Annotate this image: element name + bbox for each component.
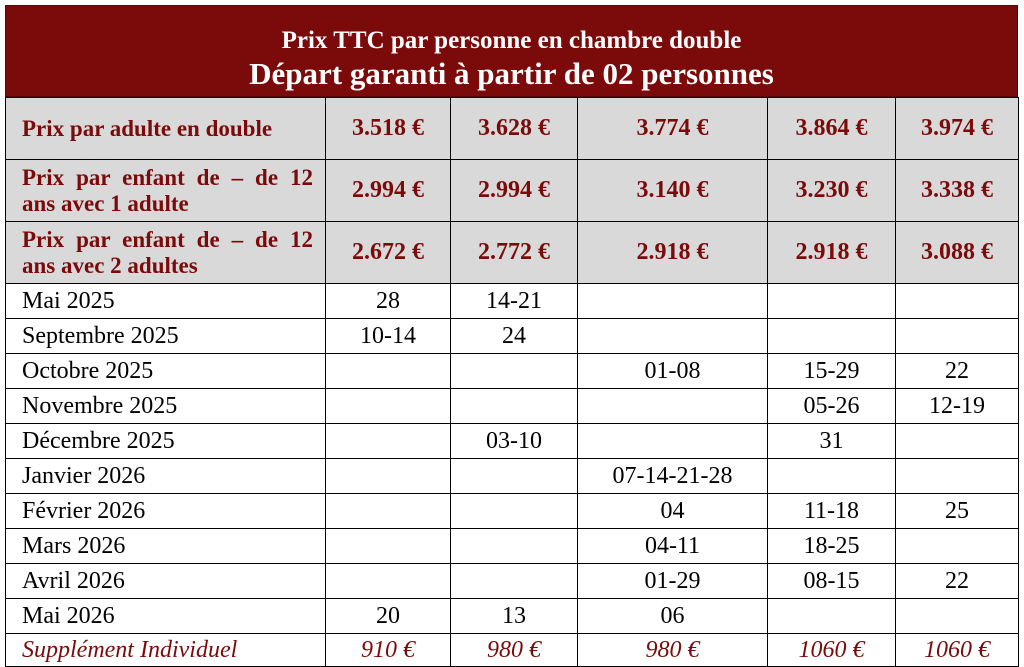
date-row xyxy=(6,564,1019,599)
date-cell: 22 xyxy=(896,354,1019,389)
price-cell: 2.918 € xyxy=(578,222,768,284)
row-label: Mai 2026 xyxy=(6,599,326,634)
price-cell: 3.140 € xyxy=(578,160,768,222)
price-cell: 3.774 € xyxy=(578,98,768,160)
date-row xyxy=(6,354,1019,389)
price-cell: 2.994 € xyxy=(451,160,578,222)
row-label: Octobre 2025 xyxy=(6,354,326,389)
date-cell xyxy=(578,319,768,354)
date-cell: 14-21 xyxy=(451,284,578,319)
date-cell xyxy=(326,389,451,424)
date-cell xyxy=(451,494,578,529)
date-cell: 08-15 xyxy=(768,564,896,599)
row-label: Mars 2026 xyxy=(6,529,326,564)
price-cell: 3.338 € xyxy=(896,160,1019,222)
date-cell: 24 xyxy=(451,319,578,354)
date-cell: 05-26 xyxy=(768,389,896,424)
price-cell: 3.088 € xyxy=(896,222,1019,284)
date-cell: 07-14-21-28 xyxy=(578,459,768,494)
date-cell xyxy=(578,284,768,319)
date-cell: 31 xyxy=(768,424,896,459)
supplement-row xyxy=(6,634,1019,667)
date-row xyxy=(6,529,1019,564)
date-cell: 12-19 xyxy=(896,389,1019,424)
row-label: Avril 2026 xyxy=(6,564,326,599)
date-cell: 18-25 xyxy=(768,529,896,564)
date-row xyxy=(6,424,1019,459)
price-cell: 3.974 € xyxy=(896,98,1019,160)
row-label: Septembre 2025 xyxy=(6,319,326,354)
row-label: Février 2026 xyxy=(6,494,326,529)
header-title: Prix TTC par personne en chambre double xyxy=(281,27,742,54)
date-cell xyxy=(326,564,451,599)
price-table-container xyxy=(5,5,1018,663)
price-cell: 3.628 € xyxy=(451,98,578,160)
date-cell: 11-18 xyxy=(768,494,896,529)
supplement-cell: 1060 € xyxy=(896,634,1019,667)
date-cell xyxy=(326,354,451,389)
price-cell: 3.864 € xyxy=(768,98,896,160)
date-cell: 28 xyxy=(326,284,451,319)
row-label: Prix par enfant de – de 12 ans avec 2 adultes xyxy=(6,222,326,284)
date-row xyxy=(6,494,1019,529)
price-cell: 2.918 € xyxy=(768,222,896,284)
date-cell xyxy=(451,389,578,424)
row-label: Prix par adulte en double xyxy=(6,98,326,160)
date-cell xyxy=(896,529,1019,564)
date-cell xyxy=(768,599,896,634)
date-cell xyxy=(326,459,451,494)
date-cell: 03-10 xyxy=(451,424,578,459)
supplement-cell: 1060 € xyxy=(768,634,896,667)
row-label: Prix par enfant de – de 12 ans avec 1 adulte xyxy=(6,160,326,222)
date-cell: 22 xyxy=(896,564,1019,599)
table-header xyxy=(5,5,1018,97)
date-cell xyxy=(451,354,578,389)
date-row xyxy=(6,389,1019,424)
supplement-cell: 980 € xyxy=(451,634,578,667)
header-subtitle: Départ garanti à partir de 02 personnes xyxy=(249,56,774,91)
date-cell xyxy=(578,389,768,424)
date-cell xyxy=(896,284,1019,319)
date-cell xyxy=(326,529,451,564)
price-cell: 2.772 € xyxy=(451,222,578,284)
date-cell xyxy=(768,284,896,319)
price-cell: 3.518 € xyxy=(326,98,451,160)
date-cell xyxy=(768,319,896,354)
price-table-body xyxy=(6,98,1019,667)
date-cell: 20 xyxy=(326,599,451,634)
date-cell: 04-11 xyxy=(578,529,768,564)
price-row xyxy=(6,160,1019,222)
date-cell xyxy=(451,529,578,564)
row-label: Décembre 2025 xyxy=(6,424,326,459)
supplement-cell: 910 € xyxy=(326,634,451,667)
date-row xyxy=(6,599,1019,634)
date-cell xyxy=(326,424,451,459)
date-cell: 01-08 xyxy=(578,354,768,389)
row-label: Mai 2025 xyxy=(6,284,326,319)
row-label: Supplément Individuel xyxy=(6,634,326,667)
date-row xyxy=(6,284,1019,319)
price-row xyxy=(6,222,1019,284)
price-row xyxy=(6,98,1019,160)
date-cell: 06 xyxy=(578,599,768,634)
date-cell xyxy=(896,424,1019,459)
price-cell: 2.994 € xyxy=(326,160,451,222)
date-cell xyxy=(768,459,896,494)
date-cell xyxy=(896,459,1019,494)
date-cell: 25 xyxy=(896,494,1019,529)
date-cell: 10-14 xyxy=(326,319,451,354)
price-table xyxy=(5,97,1019,667)
date-cell xyxy=(896,599,1019,634)
supplement-cell: 980 € xyxy=(578,634,768,667)
date-cell xyxy=(578,424,768,459)
row-label: Janvier 2026 xyxy=(6,459,326,494)
date-cell xyxy=(896,319,1019,354)
price-cell: 3.230 € xyxy=(768,160,896,222)
date-cell: 04 xyxy=(578,494,768,529)
row-label: Novembre 2025 xyxy=(6,389,326,424)
date-cell: 01-29 xyxy=(578,564,768,599)
date-cell xyxy=(451,564,578,599)
date-cell xyxy=(451,459,578,494)
date-row xyxy=(6,459,1019,494)
date-cell: 13 xyxy=(451,599,578,634)
date-cell xyxy=(326,494,451,529)
date-row xyxy=(6,319,1019,354)
price-cell: 2.672 € xyxy=(326,222,451,284)
date-cell: 15-29 xyxy=(768,354,896,389)
